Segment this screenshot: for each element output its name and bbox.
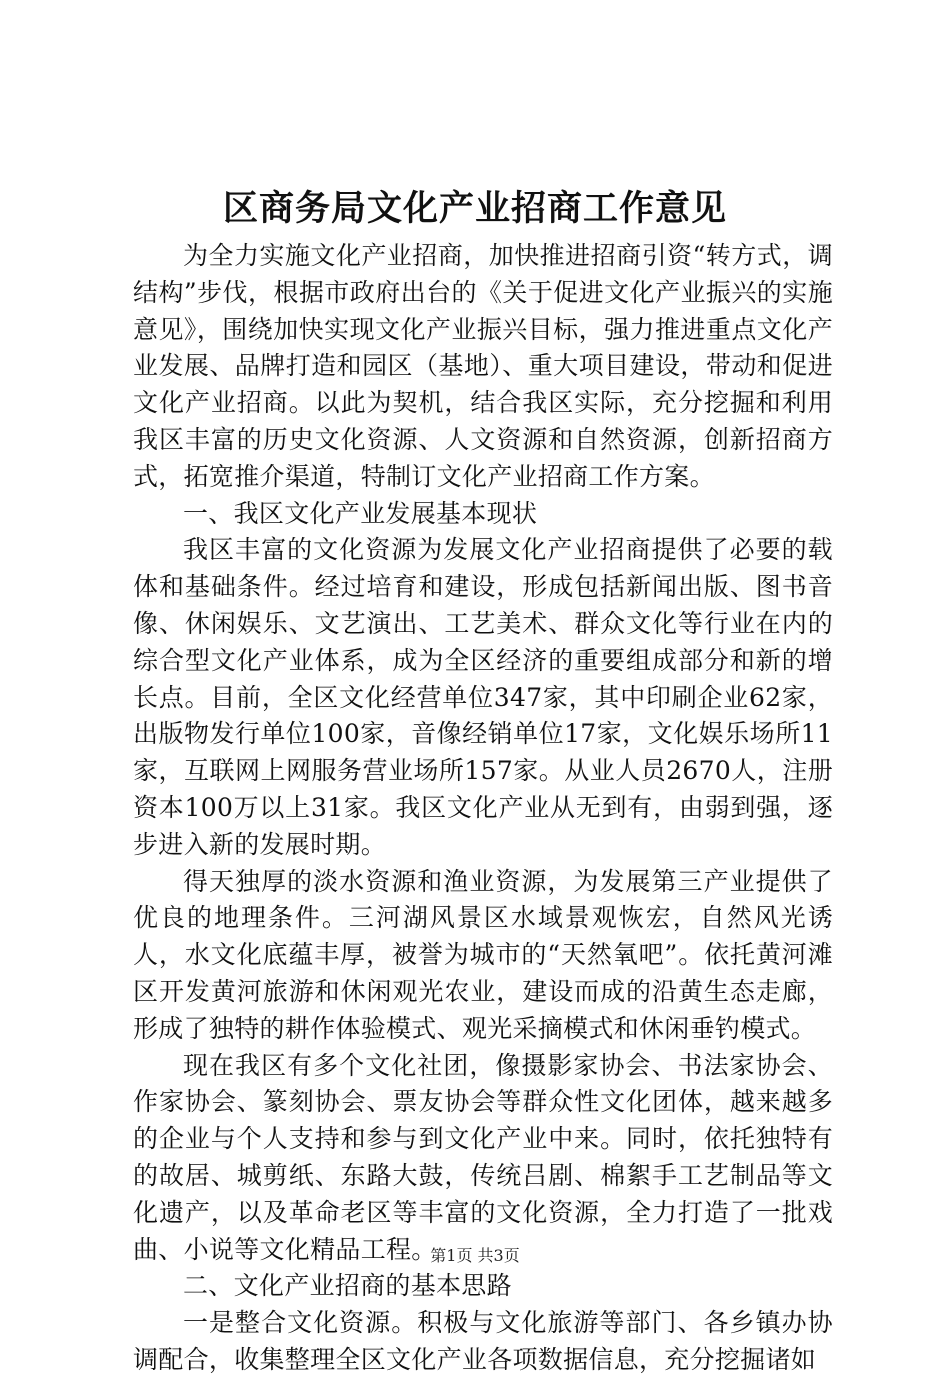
section-heading-2: 二、文化产业招商的基本思路	[183, 1271, 512, 1301]
paragraph-natural-resources: 得天独厚的淡水资源和渔业资源，为发展第三产业提供了优良的地理条件。三河湖风景区水域景观恢宏，自然风光诱人，水文化底蕴丰厚，被誉为城市的“天然氧吧”。依托黄河滩区开发黄河旅游和休闲观光农业，建设而成的沿黄生态走廊，形成了独特的耕作体验模式、观光采摘模式和休闲垂钓模式。	[133, 866, 833, 1043]
document-title: 区商务局文化产业招商工作意见	[222, 188, 727, 229]
section-heading-1: 一、我区文化产业发展基本现状	[183, 498, 538, 528]
document-body	[133, 238, 833, 1379]
paragraph-intro: 为全力实施文化产业招商，加快推进招商引资“转方式，调结构”步伐，根据市政府出台的《关于促进文化产业振兴的实施意见》，围绕加快实现文化产业振兴目标，强力推进重点文化产业发展、品牌打造和园区（基地）、重大项目建设，带动和促进文化产业招商。以此为契机，结合我区实际，充分挖掘和利用我区丰富的历史文化资源、人文资源和自然资源，创新招商方式，拓宽推介渠道，特制订文化产业招商工作方案。	[133, 241, 833, 491]
paragraph-integrate-resources: 一是整合文化资源。积极与文化旅游等部门、各乡镇办协调配合，收集整理全区文化产业各项数据信息，充分挖掘诸如	[133, 1308, 833, 1374]
page-footer: 第1页 共3页	[430, 1246, 520, 1265]
paragraph-current-status: 我区丰富的文化资源为发展文化产业招商提供了必要的载体和基础条件。经过培育和建设，形成包括新闻出版、图书音像、休闲娱乐、文艺演出、工艺美术、群众文化等行业在内的综合型文化产业体系，成为全区经济的重要组成部分和新的增长点。目前，全区文化经营单位347家，其中印刷企业62家，出版物发行单位100家，音像经销单位17家，文化娱乐场所11家，互联网上网服务营业场所157家。从业人员2670人，注册资本100万以上31家。我区文化产业从无到有，由弱到强，逐步进入新的发展时期。	[133, 535, 833, 859]
paragraph-cultural-groups: 现在我区有多个文化社团，像摄影家协会、书法家协会、作家协会、篆刻协会、票友协会等群众性文化团体，越来越多的企业与个人支持和参与到文化产业中来。同时，依托独特有的故居、城剪纸、东路大鼓，传统吕剧、棉絮手工艺制品等文化遗产，以及革命老区等丰富的文化资源，全力打造了一批戏曲、小说等文化精品工程。	[133, 1050, 833, 1264]
